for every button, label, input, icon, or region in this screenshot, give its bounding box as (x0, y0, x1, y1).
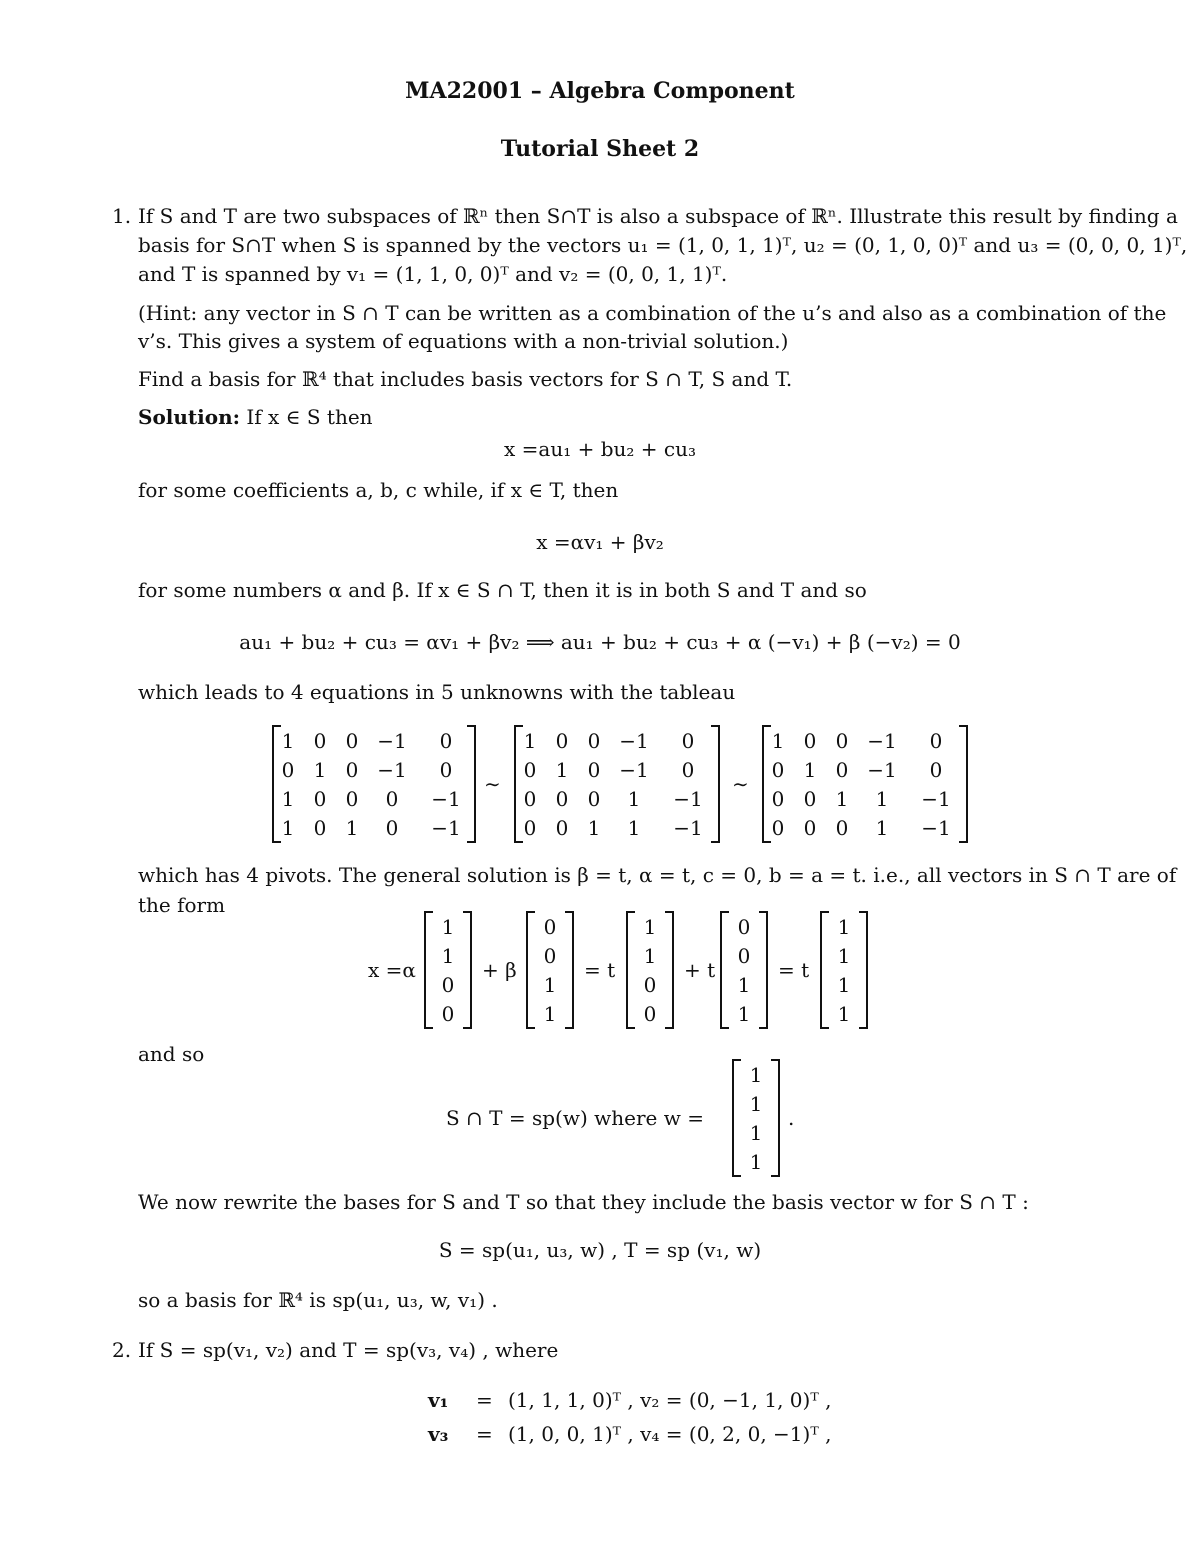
matrix-cell: 1 (587, 815, 601, 840)
pivots-text-line1: which has 4 pivots. The general solution is β = t, α = t, c = 0, b = a = t. i.e., all vectors in S ∩ T are of (138, 863, 1177, 887)
vector-entry: 0 (643, 972, 657, 997)
vector-alpha (424, 912, 472, 1028)
vector-entry: 0 (737, 914, 751, 939)
matrix-cell: 1 (627, 815, 641, 840)
matrix-cell: 1 (627, 786, 641, 811)
question-2-number: 2. (112, 1338, 132, 1362)
matrix-cell: −1 (431, 786, 461, 811)
vector-w (732, 1060, 780, 1176)
tableau-text: which leads to 4 equations in 5 unknowns with the tableau (138, 680, 736, 704)
matrix-cell: 0 (439, 757, 453, 782)
intersection-span-eq: S ∩ T = sp(w) where w = (446, 1106, 704, 1130)
row-equivalent-symbol-1: ∼ (484, 772, 501, 796)
matrix-cell: 1 (313, 757, 327, 782)
matrix-tableau-1 (272, 726, 476, 842)
matrix-cell: 0 (681, 757, 695, 782)
matrix-row (764, 784, 966, 813)
matrix-cell: 0 (803, 786, 817, 811)
bases-equation: S = sp(u₁, u₃, w) , T = sp (v₁, w) (438, 1238, 762, 1262)
matrix-cell: 0 (803, 815, 817, 840)
matrix-cell: −1 (867, 757, 897, 782)
matrix-cell: 0 (835, 757, 849, 782)
matrix-cell: 1 (281, 786, 295, 811)
vector-eq-op2: = t (584, 958, 616, 982)
basis-r4-text: so a basis for ℝ⁴ is sp(u₁, u₃, w, v₁) . (138, 1288, 498, 1312)
vector-t2 (720, 912, 768, 1028)
vector-eq-op4: = t (778, 958, 810, 982)
vector-entry: 1 (837, 943, 851, 968)
matrix-cell: 0 (803, 728, 817, 753)
hint-line1: (Hint: any vector in S ∩ T can be written as a combination of the u’s and also as a combination of the (138, 301, 1167, 325)
matrix-cell: 0 (587, 728, 601, 753)
vector-entry: 1 (837, 1001, 851, 1026)
equation-x-in-T: x =αv₁ + βv₂ (536, 530, 664, 554)
equation-x-in-S: x =au₁ + bu₂ + cu₃ (504, 437, 696, 461)
vector-entry: 0 (643, 1001, 657, 1026)
matrix-cell: 1 (555, 757, 569, 782)
vector-entry: 0 (543, 943, 557, 968)
numbers-text: for some numbers α and β. If x ∈ S ∩ T, then it is in both S and T and so (138, 578, 867, 602)
vector-eq-op1: + β (482, 958, 517, 982)
matrix-cell: 1 (523, 728, 537, 753)
matrix-cell: −1 (921, 815, 951, 840)
equation-combined: au₁ + bu₂ + cu₃ = αv₁ + βv₂ ⟹ au₁ + bu₂ + cu₃ + α (−v₁) + β (−v₂) = 0 (239, 630, 961, 654)
matrix-cell: 0 (555, 786, 569, 811)
matrix-cell: 0 (929, 757, 943, 782)
matrix-cell: −1 (431, 815, 461, 840)
matrix-cell: 0 (771, 815, 785, 840)
matrix-row (764, 755, 966, 784)
matrix-cell: 0 (345, 786, 359, 811)
matrix-cell: 0 (929, 728, 943, 753)
pivots-text-line2: the form (138, 893, 226, 917)
matrix-cell: 0 (555, 728, 569, 753)
vector-entry: 0 (737, 943, 751, 968)
vector-entry: 1 (441, 943, 455, 968)
matrix-row (274, 813, 474, 842)
row-equivalent-symbol-2: ∼ (732, 772, 749, 796)
matrix-cell: 0 (523, 757, 537, 782)
vector-entry: 1 (643, 943, 657, 968)
and-so-text: and so (138, 1042, 205, 1066)
matrix-cell: 1 (281, 815, 295, 840)
vector-entry: 1 (837, 914, 851, 939)
matrix-row (274, 755, 474, 784)
rewrite-bases-text: We now rewrite the bases for S and T so that they include the basis vector w for S ∩ T : (138, 1190, 1029, 1214)
matrix-cell: 0 (385, 815, 399, 840)
vector-entry: 1 (837, 972, 851, 997)
matrix-cell: 0 (523, 815, 537, 840)
matrix-cell: 1 (345, 815, 359, 840)
solution-label: Solution: (138, 405, 241, 429)
vector-t1 (626, 912, 674, 1028)
eq-v3-equals: = (476, 1422, 493, 1446)
solution-line (138, 405, 373, 429)
matrix-cell: −1 (673, 786, 703, 811)
document-title: MA22001 – Algebra Component (405, 78, 795, 104)
eq-v1-equals: = (476, 1388, 493, 1412)
matrix-cell: −1 (377, 757, 407, 782)
matrix-tableau-3 (762, 726, 968, 842)
vector-entry: 1 (749, 1149, 763, 1174)
matrix-row (516, 784, 718, 813)
question-1-text-line1: If S and T are two subspaces of ℝⁿ then S∩T is also a subspace of ℝⁿ. Illustrate this result by finding a (138, 204, 1178, 228)
matrix-row (274, 784, 474, 813)
matrix-cell: 0 (523, 786, 537, 811)
matrix-cell: −1 (619, 728, 649, 753)
matrix-cell: 1 (803, 757, 817, 782)
matrix-cell: 0 (385, 786, 399, 811)
vector-beta (526, 912, 574, 1028)
vector-entry: 0 (441, 972, 455, 997)
question-1-text-line3: and T is spanned by v₁ = (1, 1, 0, 0)ᵀ and v₂ = (0, 0, 1, 1)ᵀ. (138, 262, 728, 286)
matrix-cell: 0 (771, 757, 785, 782)
matrix-row (764, 726, 966, 755)
document-subtitle: Tutorial Sheet 2 (500, 136, 700, 162)
solution-intro: If x ∈ S then (246, 405, 373, 429)
matrix-cell: 1 (771, 728, 785, 753)
matrix-cell: 0 (313, 815, 327, 840)
matrix-cell: 0 (587, 786, 601, 811)
eq-v1-v2-rhs: (1, 1, 1, 0)ᵀ , v₂ = (0, −1, 1, 0)ᵀ , (508, 1388, 832, 1412)
vector-entry: 0 (543, 914, 557, 939)
vector-entry: 1 (643, 914, 657, 939)
eq-v3-lhs: v₃ (428, 1422, 449, 1446)
matrix-row (274, 726, 474, 755)
matrix-cell: 0 (681, 728, 695, 753)
matrix-cell: 0 (345, 728, 359, 753)
matrix-cell: 1 (281, 728, 295, 753)
eq-v1-lhs: v₁ (428, 1388, 449, 1412)
matrix-cell: 0 (771, 786, 785, 811)
vector-entry: 1 (543, 1001, 557, 1026)
eq-v3-v4-rhs: (1, 0, 0, 1)ᵀ , v₄ = (0, 2, 0, −1)ᵀ , (508, 1422, 832, 1446)
vector-entry: 0 (441, 1001, 455, 1026)
question-1-number: 1. (112, 204, 132, 228)
vector-entry: 1 (737, 972, 751, 997)
vector-entry: 1 (543, 972, 557, 997)
matrix-cell: 1 (835, 786, 849, 811)
matrix-cell: 0 (439, 728, 453, 753)
matrix-row (764, 813, 966, 842)
matrix-tableau-2 (514, 726, 720, 842)
matrix-cell: 0 (313, 786, 327, 811)
matrix-cell: 0 (587, 757, 601, 782)
matrix-cell: 0 (313, 728, 327, 753)
matrix-cell: 0 (835, 815, 849, 840)
vector-entry: 1 (749, 1120, 763, 1145)
w-eq-period: . (788, 1106, 795, 1130)
vector-entry: 1 (737, 1001, 751, 1026)
question-2-text: If S = sp(v₁, v₂) and T = sp(v₃, v₄) , where (138, 1338, 559, 1362)
matrix-cell: 0 (835, 728, 849, 753)
hint-line2: v’s. This gives a system of equations with a non-trivial solution.) (138, 329, 789, 353)
matrix-cell: 0 (555, 815, 569, 840)
question-1-text-line2: basis for S∩T when S is spanned by the vectors u₁ = (1, 0, 1, 1)ᵀ, u₂ = (0, 1, 0, 0)ᵀ and u₃ = (0, 0, 0, 1)ᵀ, (138, 233, 1188, 257)
vector-result (820, 912, 868, 1028)
matrix-cell: −1 (867, 728, 897, 753)
matrix-cell: 0 (345, 757, 359, 782)
matrix-cell: 0 (281, 757, 295, 782)
vector-eq-lhs: x =α (368, 958, 416, 982)
matrix-cell: −1 (377, 728, 407, 753)
vector-entry: 1 (749, 1062, 763, 1087)
matrix-cell: −1 (619, 757, 649, 782)
vector-entry: 1 (749, 1091, 763, 1116)
matrix-row (516, 813, 718, 842)
matrix-cell: −1 (921, 786, 951, 811)
vector-entry: 1 (441, 914, 455, 939)
matrix-cell: −1 (673, 815, 703, 840)
matrix-row (516, 755, 718, 784)
matrix-row (516, 726, 718, 755)
vector-eq-op3: + t (684, 958, 716, 982)
matrix-cell: 1 (875, 815, 889, 840)
coefficients-text: for some coefficients a, b, c while, if x ∈ T, then (138, 478, 619, 502)
find-basis-text: Find a basis for ℝ⁴ that includes basis vectors for S ∩ T, S and T. (138, 367, 793, 391)
matrix-cell: 1 (875, 786, 889, 811)
